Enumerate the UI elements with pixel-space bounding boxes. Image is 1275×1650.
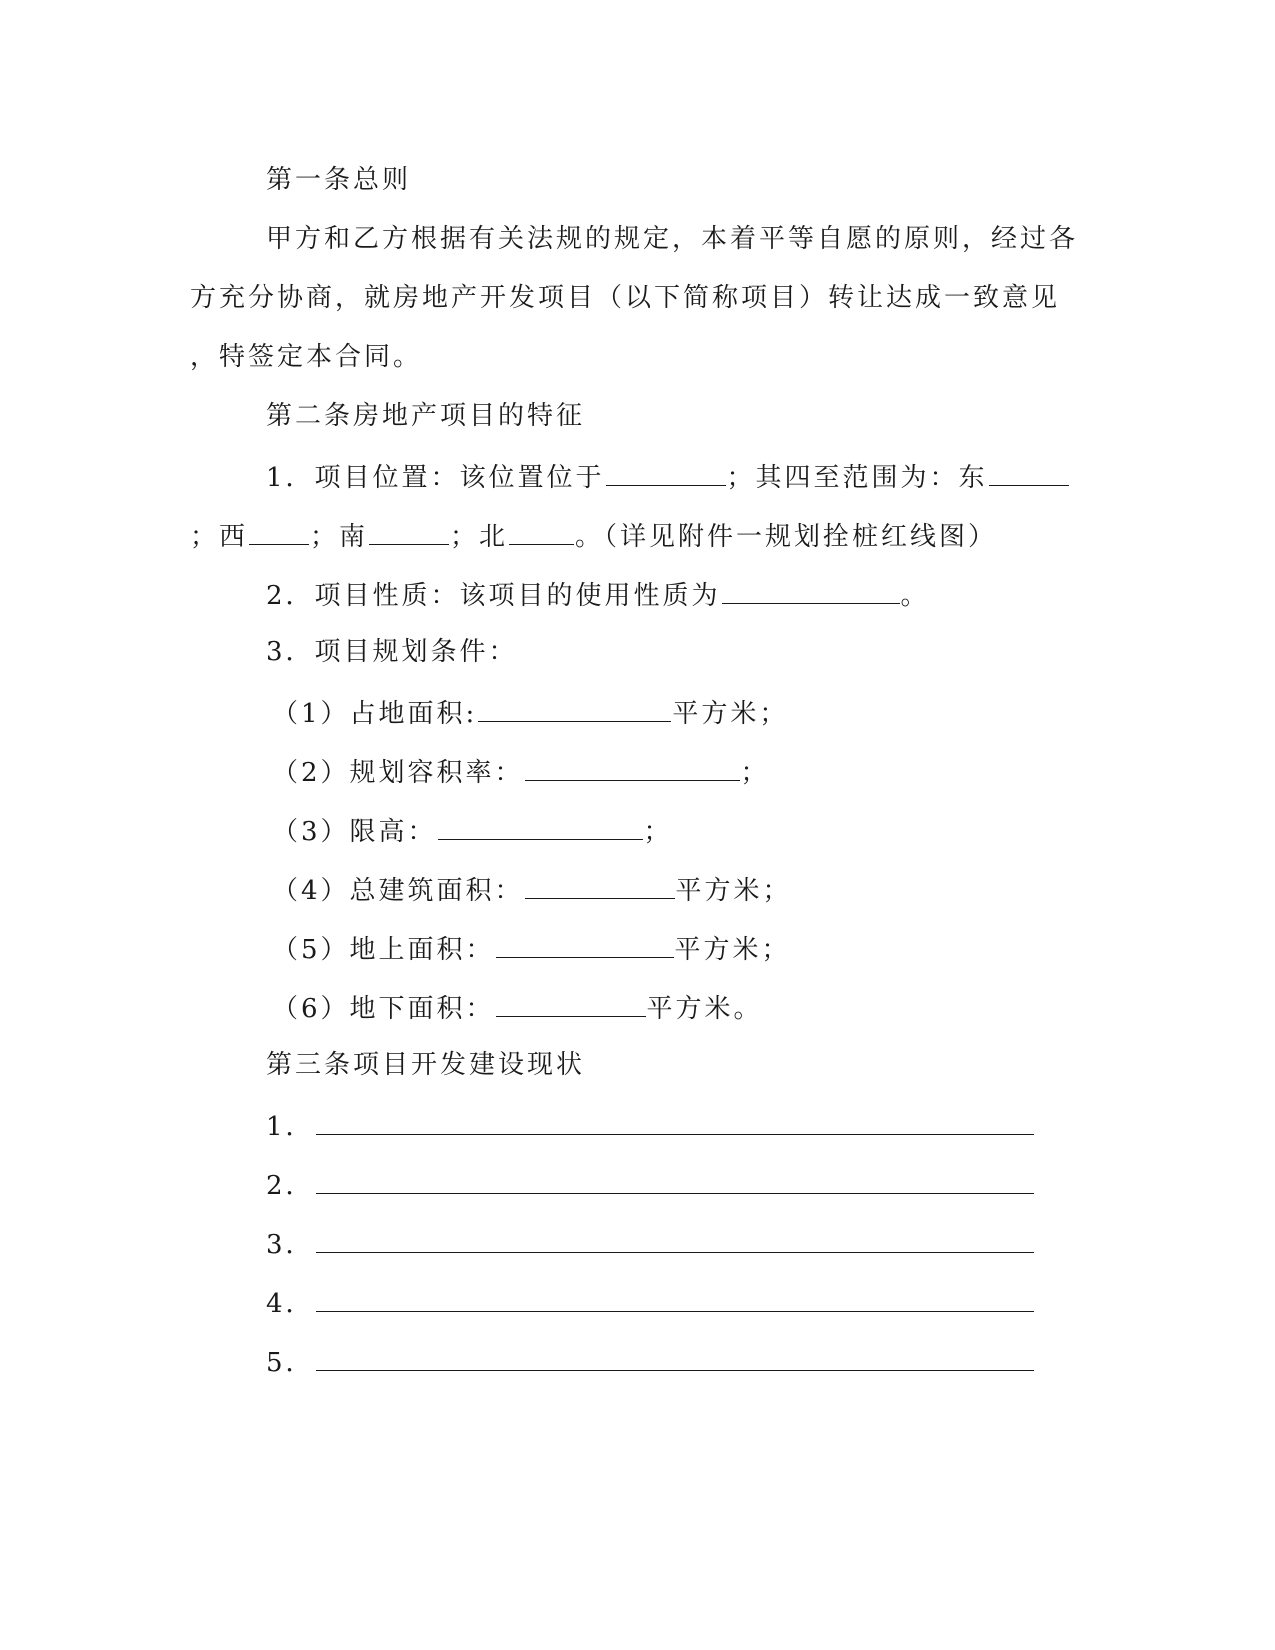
status-item-number: 4． [266,1289,315,1319]
sub-item-total-building-area [0,868,1275,908]
plot-ratio-blank[interactable] [525,750,740,781]
land-area-blank[interactable] [478,691,671,722]
sub-item-underground-area [0,986,1275,1026]
article-1-paragraph-line-2 [0,278,1275,318]
article-1-paragraph-line-3 [0,337,1275,377]
item-text: 3．项目规划条件： [266,637,518,667]
item-text: ；西 [190,522,249,552]
above-ground-area-blank[interactable] [496,927,674,958]
north-boundary-blank[interactable] [509,514,574,545]
status-blank-2[interactable] [316,1163,1034,1194]
item-text: 平方米； [674,935,791,965]
item-text: 平方米； [672,699,789,729]
article-3-heading-text: 第三条项目开发建设现状 [266,1050,586,1080]
paragraph-text: 甲方和乙方根据有关法规的规定，本着平等自愿的原则，经过各 [266,224,1079,254]
article-2-heading-text: 第二条房地产项目的特征 [266,401,586,431]
status-item-number: 3． [266,1230,315,1260]
article-3-heading [0,1045,1275,1085]
item-text: 。（详见附件一规划拴桩红线图） [575,522,998,552]
item-text: （5）地上面积： [272,935,495,965]
status-blank-3[interactable] [316,1222,1034,1253]
item-planning-conditions [0,632,1275,672]
status-item-number: 5． [266,1348,315,1378]
status-blank-5[interactable] [316,1340,1034,1371]
status-item-1 [0,1104,1275,1144]
sub-item-above-ground-area [0,927,1275,967]
item-text: 平方米； [675,876,792,906]
height-limit-blank[interactable] [438,809,643,840]
article-1-paragraph-line-1 [0,219,1275,259]
item-text: （6）地下面积： [272,994,495,1024]
east-boundary-blank[interactable] [989,455,1069,486]
status-item-number: 1． [266,1112,315,1142]
item-text: ；南 [310,522,369,552]
sub-item-height-limit [0,809,1275,849]
sub-item-land-area [0,691,1275,731]
item-text: 1．项目位置：该位置位于 [266,463,605,493]
item-text: 。 [900,581,930,611]
location-blank[interactable] [606,455,726,486]
paragraph-text: 方充分协商，就房地产开发项目（以下简称项目）转让达成一致意见 [190,283,1061,313]
item-project-nature [0,573,1275,613]
item-text: 平方米。 [646,994,763,1024]
article-1-heading-text: 第一条总则 [266,165,412,195]
status-blank-1[interactable] [316,1104,1034,1135]
south-boundary-blank[interactable] [369,514,449,545]
status-item-number: 2． [266,1171,315,1201]
status-item-4 [0,1281,1275,1321]
item-text: 2．项目性质：该项目的使用性质为 [266,581,721,611]
item-text: ；北 [450,522,509,552]
item-text: ； [740,758,770,788]
underground-area-blank[interactable] [496,986,646,1017]
usage-nature-blank[interactable] [722,573,900,604]
item-text: （1）占地面积: [272,699,478,729]
total-building-area-blank[interactable] [525,868,675,899]
status-item-2 [0,1163,1275,1203]
item-text: （4）总建筑面积： [272,876,524,906]
item-text: ；其四至范围为：东 [726,463,988,493]
item-text: ； [643,817,673,847]
sub-item-plot-ratio [0,750,1275,790]
status-item-3 [0,1222,1275,1262]
article-2-heading [0,396,1275,436]
status-blank-4[interactable] [316,1281,1034,1312]
paragraph-text: ，特签定本合同。 [190,342,423,372]
status-item-5 [0,1340,1275,1380]
article-1-heading [0,160,1275,200]
item-project-location [0,455,1275,495]
item-text: （3）限高： [272,817,437,847]
item-project-boundaries [0,514,1275,554]
west-boundary-blank[interactable] [249,514,309,545]
item-text: （2）规划容积率： [272,758,524,788]
